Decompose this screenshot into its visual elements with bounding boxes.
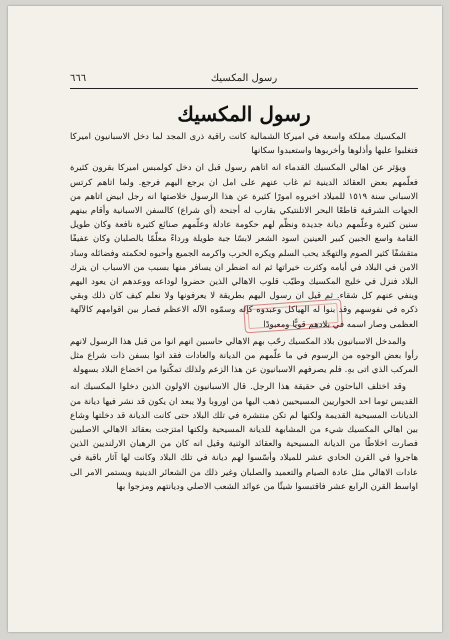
paragraph: المكسيك مملكة واسعة في اميركا الشمالية كانت راقية ذرى المجد لما دخل الاسبانيون اميركا فتغلبوا عليها وأذلوها وأخربوها واستعبدوا سكانها bbox=[70, 132, 418, 157]
running-header bbox=[70, 72, 418, 89]
paragraph: ويؤثر عن اهالي المكسيك القدماء انه اتاهم رسول قبل ان دخل كولمبس اميركا بقرون كثيرة فعلّمهم بعض العقائد الدينية ثم غاب عنهم على امل ان يرجع اليهم فرجع. ولما اتاهم كرتس الاسباني سنة ١٥١٩ للميلاد اخبروه امورًا كثيرة عن هذا الرسول خلاصتها انه رجل ابيض اتاهم من الجهات الشرقية قاطعًا البحر الاتلنتيكي بقارب له أجنحة (أي شراع) كالسفن الاسبانية وأقام بينهم سنين كثيرة وعلّمهم ديانة جديدة ونظّم لهم حكومة عادلة وعلّمهم صنائع كثيرة نافعة وكان طويل القامة واسع الجبين كبير العينين اسود الشعر لابسًا جبة طويلة ورداءً معلّمًا بالصلبان وكان عفيفًا متقشفًا كثير الصوم والتهجّد يحب السلم ويكره الحرب واكرمه الجميع وأحبوه لحكمته وفضائله وساد الامن في البلاد في أيامه وكثرت خيراتها ثم انه اضطر ان يسافر منها بسبب من الاسباب ان يترك البلاد فنزل في خليج المكسيك وطيّب قلوب الاهالي الذين حضروا لوداعه ووعدهم ان يعود اليهم وينفي عنهم كل شقاء. ثم قيل ان رسول اليهم بطريقة لا يعرفونها ولا نعلم كيف كان ذلك وبقي ذكره في نفوسهم وقد بنوا له الهياكل وعبدوه كإله وسمّوه الآله الاعظم فصار بين اقوامهم كالآلهة العظمى وصار اسمه في بلادهم قويًّا ومعبودًا bbox=[70, 163, 418, 330]
chapter-title: رسول المكسيك bbox=[177, 102, 311, 126]
running-title: رسول المكسيك bbox=[210, 73, 278, 84]
library-stamp-border bbox=[247, 303, 338, 329]
book-page bbox=[8, 6, 442, 632]
page-number: ٦٦٦ bbox=[70, 73, 87, 84]
paragraph: والمدخل الاسبانيون بلاد المكسيك رحّب بهم الاهالي حاسبين انهم انوا من قبل هذا الرسول لانهم رأوا بعض الوجوه من الرسوم في ما علّمهم من الديانة والعادات فقد اتوا بسفن ذات شراع مثل المركب الذي اتى بهِ. فلم يصرفهم الاسبانيون عن هذا الزعم ولذلك تمكّنوا من اخضاع البلاد بسهولة bbox=[70, 336, 418, 376]
paragraph: وقد اختلف الباحثون في حقيقة هذا الرجل. قال الاسبانيون الاولون الذين دخلوا المكسيك انه القديس توما احد الحواريين المسيحيين ذهب اليها من اوروبا ولا يبعد ان يكون قد نشر فيها ديانة من الديانات المسيحية القديمة ولكنها لم تكن منتشرة في تلك البلاد حتى كانت الديانة قد دخلتها وشاع بين اهالي المكسيك شيء من المشابهة للديانة المسيحية ولكنها امتزجت بعقائد الاهالي الاصليين فصارت اخلاطًا من الديانة المسيحية والعقائد الوثنية وقيل انه كان من الرهبان الارلنديين الذين هاجروا في القرن الحادي عشر للميلاد وأسّسوا لهم ديانة في تلك البلاد وكانت لها آثار باقية في عادات الاهالي مثل عادة الصيام والتعميد والصلبان وغير ذلك من الشعائر الدينية ويستمر الامر الى اواسط القرن الرابع عشر فاقتبسوا شيئًا من عوائد الشعب الاصلي وديانتهم ومزجوا بها bbox=[70, 382, 418, 492]
